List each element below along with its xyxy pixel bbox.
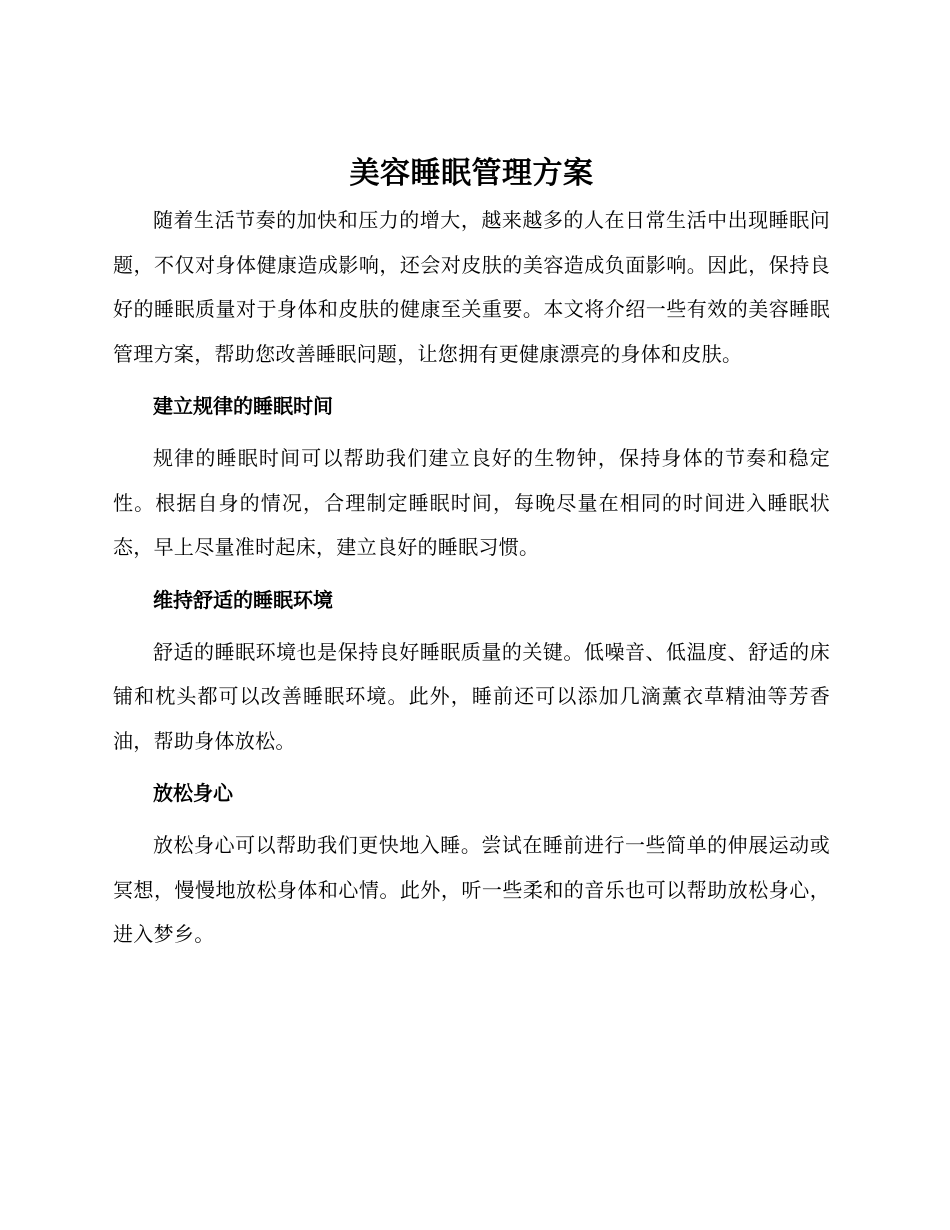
section-heading-sleep-schedule: 建立规律的睡眠时间	[153, 394, 333, 418]
section-body-sleep-environment: 舒适的睡眠环境也是保持良好睡眠质量的关键。低噪音、低温度、舒适的床铺和枕头都可以改善睡眠环境。此外，睡前还可以添加几滴薰衣草精油等芳香油，帮助身体放松。	[113, 639, 830, 753]
intro-paragraph: 随着生活节奏的加快和压力的增大，越来越多的人在日常生活中出现睡眠问题，不仅对身体健康造成影响，还会对皮肤的美容造成负面影响。因此，保持良好的睡眠质量对于身体和皮肤的健康至关重要。本文将介绍一些有效的美容睡眠管理方案，帮助您改善睡眠问题，让您拥有更健康漂亮的身体和皮肤。	[113, 208, 830, 366]
document-page	[113, 150, 830, 957]
section-body-sleep-schedule: 规律的睡眠时间可以帮助我们建立良好的生物钟，保持身体的节奏和稳定性。根据自身的情况，合理制定睡眠时间，每晚尽量在相同的时间进入睡眠状态，早上尽量准时起床，建立良好的睡眠习惯。	[113, 446, 830, 559]
section-heading-sleep-environment: 维持舒适的睡眠环境	[153, 587, 333, 612]
document-title: 美容睡眠管理方案	[349, 156, 594, 191]
section-body-relax: 放松身心可以帮助我们更快地入睡。尝试在睡前进行一些简单的伸展运动或冥想，慢慢地放松身体和心情。此外，听一些柔和的音乐也可以帮助放松身心，进入梦乡。	[113, 833, 830, 946]
section-heading-relax: 放松身心	[153, 781, 233, 805]
